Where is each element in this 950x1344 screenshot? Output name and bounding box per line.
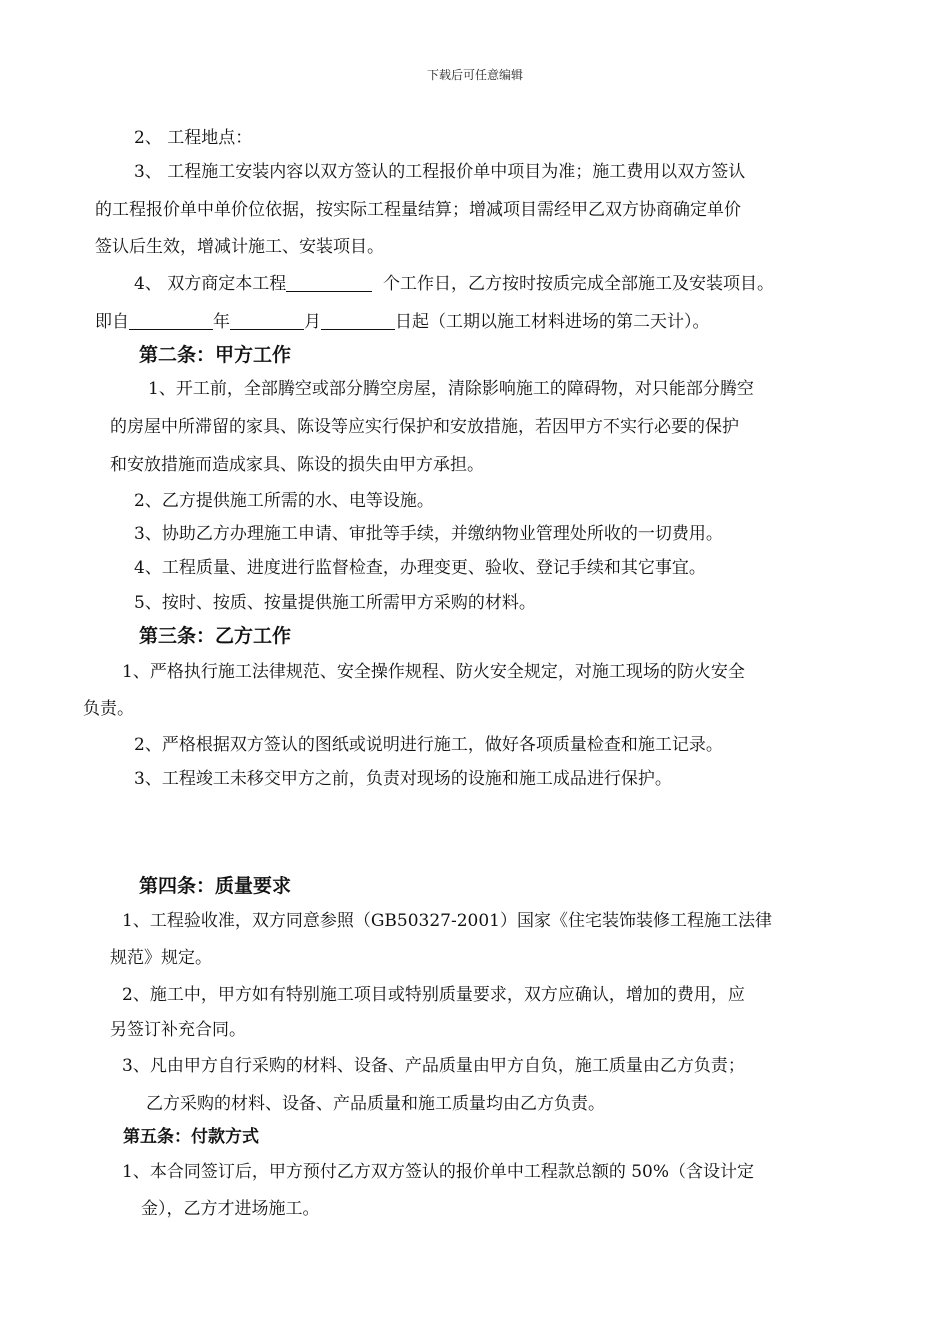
sec4-item-3-line-2: 乙方采购的材料、设备、产品质量和施工质量均由乙方负责。 <box>146 1094 605 1114</box>
sec2-item-3: 3、协助乙方办理施工申请、审批等手续，并缴纳物业管理处所收的一切费用。 <box>134 524 723 544</box>
section-4-heading: 第四条：质量要求 <box>139 875 292 897</box>
sec3-item-3: 3、工程竣工未移交甲方之前，负责对现场的设施和施工成品进行保护。 <box>134 769 672 789</box>
sec2-item-2: 2、乙方提供施工所需的水、电等设施。 <box>134 491 434 511</box>
sec2-item-5: 5、按时、按质、按量提供施工所需甲方采购的材料。 <box>134 593 536 613</box>
item-4-text-b: 个工作日，乙方按时按质完成全部施工及安装项目。 <box>383 274 775 294</box>
item-2-site: 2、 工程地点： <box>134 128 253 148</box>
sec4-item-1-line-2: 规范》规定。 <box>110 948 212 968</box>
date-line <box>95 311 710 333</box>
sec2-item-1-line-2: 的房屋中所滞留的家具、陈设等应实行保护和安放措施，若因甲方不实行必要的保护 <box>110 417 739 437</box>
item-3-line-2: 的工程报价单中单价位依据，按实际工程量结算；增减项目需经甲乙双方协商确定单价 <box>95 200 741 220</box>
sec2-item-1-line-1: 1、开工前，全部腾空或部分腾空房屋，清除影响施工的障碍物，对只能部分腾空 <box>148 379 754 399</box>
section-2-heading: 第二条：甲方工作 <box>139 344 292 366</box>
sec2-item-1-line-3: 和安放措施而造成家具、陈设的损失由甲方承担。 <box>110 455 484 475</box>
sec3-item-2: 2、严格根据双方签认的图纸或说明进行施工，做好各项质量检查和施工记录。 <box>134 735 723 755</box>
sec5-item-1-line-2: 金），乙方才进场施工。 <box>141 1199 320 1219</box>
date-suffix: 日起（工期以施工材料进场的第二天计）。 <box>395 312 710 332</box>
sec3-item-1-line-1: 1、严格执行施工法律规范、安全操作规程、防火安全规定，对施工现场的防火安全 <box>122 662 745 682</box>
page-header: 下载后可任意编辑 <box>426 68 523 82</box>
sec5-item-1-line-1: 1、本合同签订后，甲方预付乙方双方签认的报价单中工程款总额的 50%（含设计定 <box>122 1162 755 1182</box>
start-month-blank[interactable] <box>230 312 304 330</box>
start-year-blank[interactable] <box>129 312 213 330</box>
sec2-item-4: 4、工程质量、进度进行监督检查，办理变更、验收、登记手续和其它事宜。 <box>134 558 706 578</box>
days-blank[interactable] <box>286 274 372 292</box>
date-prefix: 即自 <box>95 312 129 332</box>
sec4-item-2-line-1: 2、施工中，甲方如有特别施工项目或特别质量要求，双方应确认，增加的费用，应 <box>122 985 745 1005</box>
year-label: 年 <box>213 312 230 332</box>
section-5-heading: 第五条：付款方式 <box>123 1127 259 1147</box>
item-3-line-3: 签认后生效，增减计施工、安装项目。 <box>95 237 384 257</box>
sec3-item-1-line-2: 负责。 <box>83 699 134 719</box>
sec4-item-3-line-1: 3、凡由甲方自行采购的材料、设备、产品质量由甲方自负，施工质量由乙方负责； <box>122 1056 745 1076</box>
item-3-line-1: 3、 工程施工安装内容以双方签认的工程报价单中项目为准；施工费用以双方签认 <box>134 162 746 182</box>
month-label: 月 <box>304 312 321 332</box>
item-4-line <box>134 273 774 295</box>
sec4-item-1-line-1: 1、工程验收准，双方同意参照（GB50327-2001）国家《住宅装饰装修工程施工法律 <box>122 911 772 931</box>
section-3-heading: 第三条：乙方工作 <box>139 625 292 647</box>
start-day-blank[interactable] <box>321 312 395 330</box>
item-4-text-a: 4、 双方商定本工程 <box>134 274 287 294</box>
sec4-item-2-line-2: 另签订补充合同。 <box>110 1020 246 1040</box>
